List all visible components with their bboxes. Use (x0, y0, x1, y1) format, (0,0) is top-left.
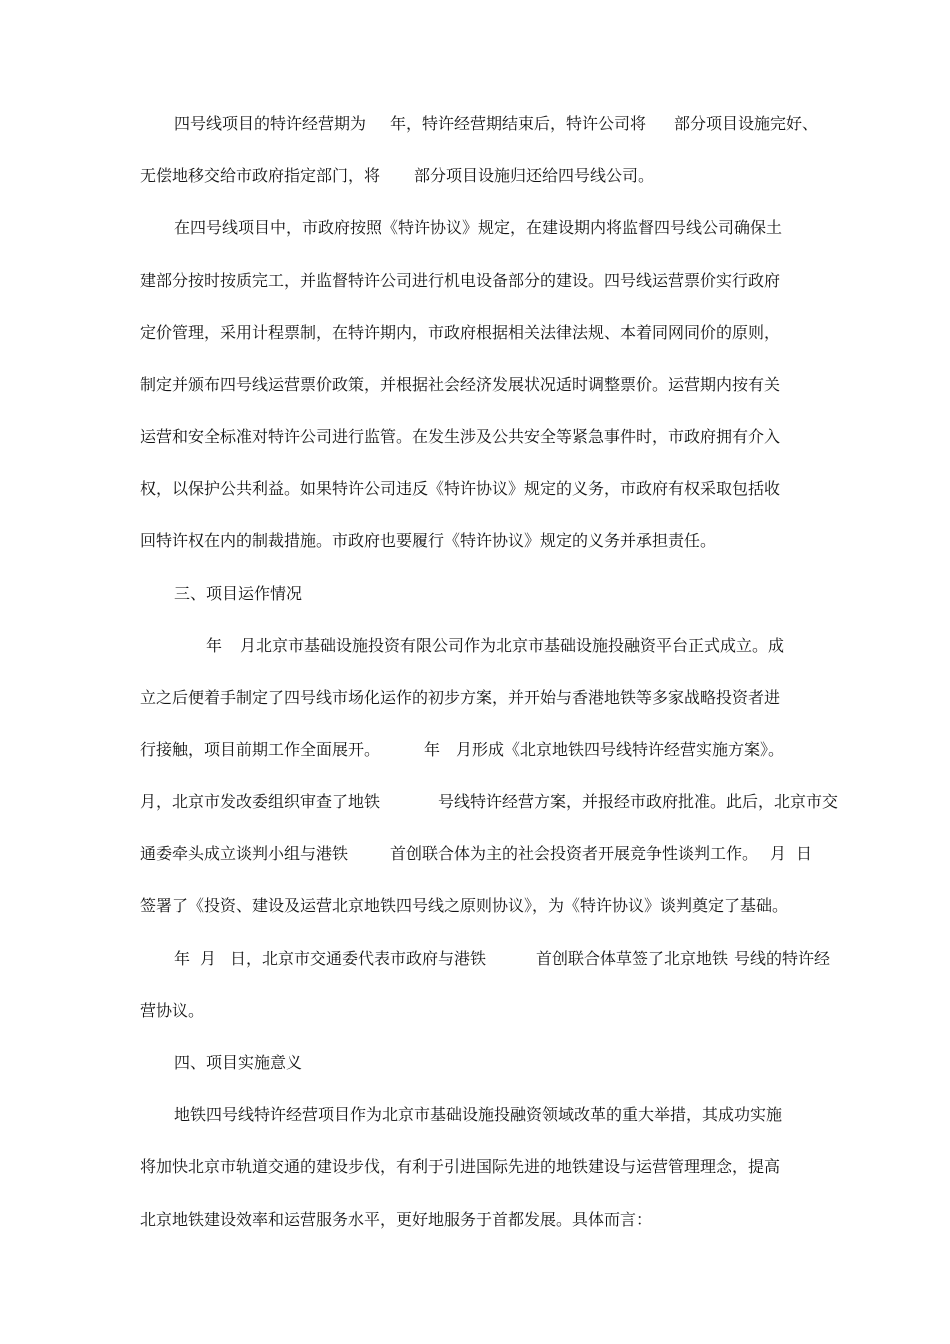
text-run: 月 (770, 844, 787, 863)
text-run: 部分项目设施归还给四号线公司。 (414, 166, 655, 185)
text-line (0, 1153, 950, 1181)
text-line (0, 162, 950, 190)
text-run: 月形成《北京地铁四号线特许经营实施方案》。 (456, 740, 785, 759)
text-line (0, 527, 950, 555)
text-line (0, 632, 950, 660)
text-line (0, 110, 950, 138)
text-run: 将加快北京市轨道交通的建设步伐，有利于引进国际先进的地铁建设与运营管理理念，提高 (140, 1157, 781, 1176)
text-line (0, 319, 950, 347)
text-line (0, 423, 950, 451)
text-line (0, 840, 950, 868)
text-line (0, 1206, 950, 1234)
text-run: 部分项目设施完好、 (674, 114, 819, 133)
text-line (0, 475, 950, 503)
text-run: 年 (174, 949, 191, 968)
text-line (0, 788, 950, 816)
text-run: 首创联合体草签了北京地铁 (536, 949, 729, 968)
text-line (0, 892, 950, 920)
text-line (0, 945, 950, 973)
text-run: 签署了《投资、建设及运营北京地铁四号线之原则协议》，为《特许协议》谈判奠定了基础。 (140, 896, 789, 915)
text-run: 营协议。 (140, 1001, 205, 1020)
text-run: 四号线项目的特许经营期为 (174, 114, 367, 133)
text-run: 月北京市基础设施投资有限公司作为北京市基础设施投融资平台正式成立。成 (240, 636, 785, 655)
text-run: 地铁四号线特许经营项目作为北京市基础设施投融资领域改革的重大举措，其成功实施 (174, 1105, 783, 1124)
text-run: 号线特许经营方案，并报经市政府批准。此后，北京市交 (438, 792, 839, 811)
text-run: 日 (796, 844, 813, 863)
text-run: 通委牵头成立谈判小组与港铁 (140, 844, 349, 863)
text-run: 号线的特许经 (734, 949, 831, 968)
text-run: 无偿地移交给市政府指定部门，将 (140, 166, 381, 185)
text-run: 日，北京市交通委代表市政府与港铁 (230, 949, 487, 968)
text-run: 立之后便着手制定了四号线市场化运作的初步方案，并开始与香港地铁等多家战略投资者进 (140, 688, 781, 707)
text-run: 运营和安全标准对特许公司进行监管。在发生涉及公共安全等紧急事件时，市政府拥有介入 (140, 427, 781, 446)
text-run: 月，北京市发改委组织审查了地铁 (140, 792, 381, 811)
text-run: 四、项目实施意义 (174, 1053, 303, 1072)
text-line (0, 736, 950, 764)
text-run: 北京地铁建设效率和运营服务水平，更好地服务于首都发展。具体而言： (140, 1210, 653, 1229)
text-run: 三、项目运作情况 (174, 584, 303, 603)
text-line (0, 371, 950, 399)
text-run: 年 (206, 636, 223, 655)
text-run: 定价管理，采用计程票制，在特许期内，市政府根据相关法律法规、本着同网同价的原则， (140, 323, 781, 342)
text-run: 制定并颁布四号线运营票价政策，并根据社会经济发展状况适时调整票价。运营期内按有关 (140, 375, 781, 394)
text-line (0, 214, 950, 242)
text-run: 年 (424, 740, 441, 759)
text-line (0, 1049, 950, 1077)
text-line (0, 684, 950, 712)
text-run: 权，以保护公共利益。如果特许公司违反《特许协议》规定的义务，市政府有权采取包括收 (140, 479, 781, 498)
text-line (0, 997, 950, 1025)
text-run: 在四号线项目中，市政府按照《特许协议》规定，在建设期内将监督四号线公司确保土 (174, 218, 783, 237)
text-line (0, 580, 950, 608)
text-run: 年，特许经营期结束后，特许公司将 (390, 114, 647, 133)
text-line (0, 267, 950, 295)
text-run: 月 (200, 949, 217, 968)
text-run: 建部分按时按质完工，并监督特许公司进行机电设备部分的建设。四号线运营票价实行政府 (140, 271, 781, 290)
text-run: 首创联合体为主的社会投资者开展竞争性谈判工作。 (390, 844, 759, 863)
text-run: 行接触，项目前期工作全面展开。 (140, 740, 381, 759)
text-line (0, 1101, 950, 1129)
text-run: 回特许权在内的制裁措施。市政府也要履行《特许协议》规定的义务并承担责任。 (140, 531, 717, 550)
